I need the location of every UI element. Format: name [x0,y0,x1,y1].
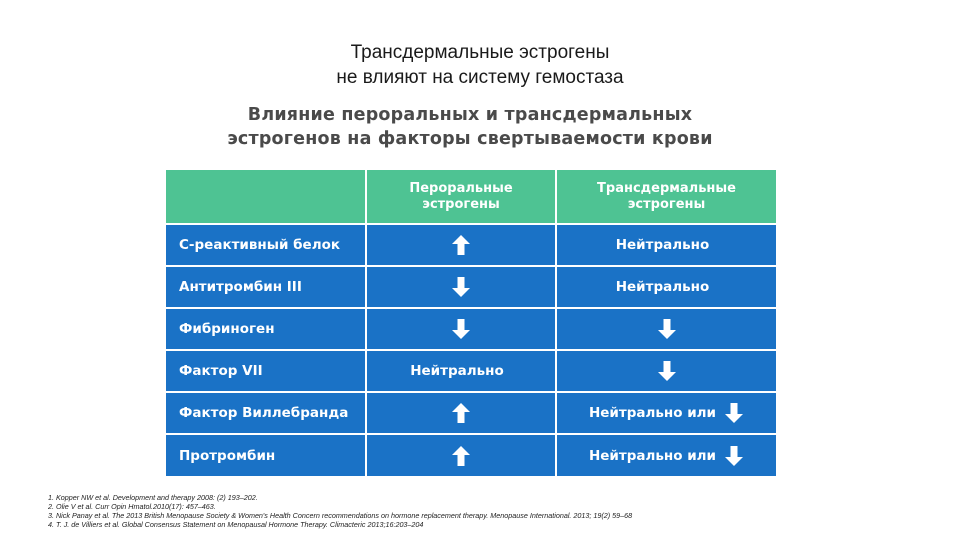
transdermal-effect-cell [557,435,776,476]
header-oral-estrogens [367,170,555,223]
arrow-down-icon [657,318,677,340]
reference-3: 3. Nick Panay et al. The 2013 British Menopause Society & Women's Health Concern recommendations on hormone replacement therapy. Menopause International. 2013; 19(2) 59–68 [48,511,633,520]
oral-effect-cell [367,309,555,349]
oral-effect-cell [367,351,555,391]
references [48,493,928,529]
arrow-down-icon [451,276,471,298]
header-transdermal-estrogens [557,170,776,223]
arrow-up-icon [451,402,471,424]
row-label: Фибриноген [166,309,365,349]
figure-title-line2: эстрогенов на факторы свертываемости крови [227,129,713,149]
figure-title [160,103,780,151]
header-oral-line1: Пероральные [409,180,513,196]
transdermal-effect-cell [557,225,776,265]
slide-title [0,40,960,90]
oral-effect-cell [367,267,555,307]
transdermal-effect-cell [557,393,776,433]
transdermal-effect-cell-text: Нейтрально или [588,447,717,464]
transdermal-effect-cell-text: Нейтрально [615,237,710,253]
reference-1: 1. Kopper NW et al. Development and therapy 2008: (2) 193–202. [48,493,258,502]
header-transdermal-line2: эстрогены [627,196,706,212]
header-oral-line2: эстрогены [422,196,500,212]
slide-title-line1: Трансдермальные эстрогены [350,42,610,63]
row-label: Протромбин [166,435,365,476]
transdermal-effect-cell [557,267,776,307]
arrow-down-icon [451,318,471,340]
transdermal-effect-cell [557,309,776,349]
figure-title-line1: Влияние пероральных и трансдермальных [247,105,693,125]
reference-2: 2. Olie V et al. Curr Opin Hmatol.2010(17): 457–463. [48,502,216,511]
transdermal-effect-cell-text: Нейтрально [615,279,710,295]
transdermal-effect-cell-text: Нейтрально или [588,405,717,421]
reference-4: 4. T. J. de Villiers et al. Global Consensus Statement on Menopausal Hormone Therapy. Climacteric 2013;16:203–204 [48,520,424,529]
row-label: Антитромбин III [166,267,365,307]
arrow-up-icon [451,234,471,256]
transdermal-effect-cell [557,351,776,391]
oral-effect-cell [367,435,555,476]
oral-effect-cell-text: Нейтрально [410,363,504,379]
row-label: С-реактивный белок [166,225,365,265]
oral-effect-cell [367,225,555,265]
slide-title-line2: не влияют на систему гемостаза [336,67,624,88]
oral-effect-cell [367,393,555,433]
arrow-up-icon [451,445,471,467]
arrow-down-icon [657,360,677,382]
coagulation-factors-table [166,170,774,474]
arrow-down-icon [724,445,744,467]
header-transdermal-line1: Трансдермальные [597,180,736,196]
arrow-down-icon [724,402,744,424]
header-empty-cell [166,170,365,223]
row-label: Фактор VII [166,351,365,391]
row-label: Фактор Виллебранда [166,393,365,433]
